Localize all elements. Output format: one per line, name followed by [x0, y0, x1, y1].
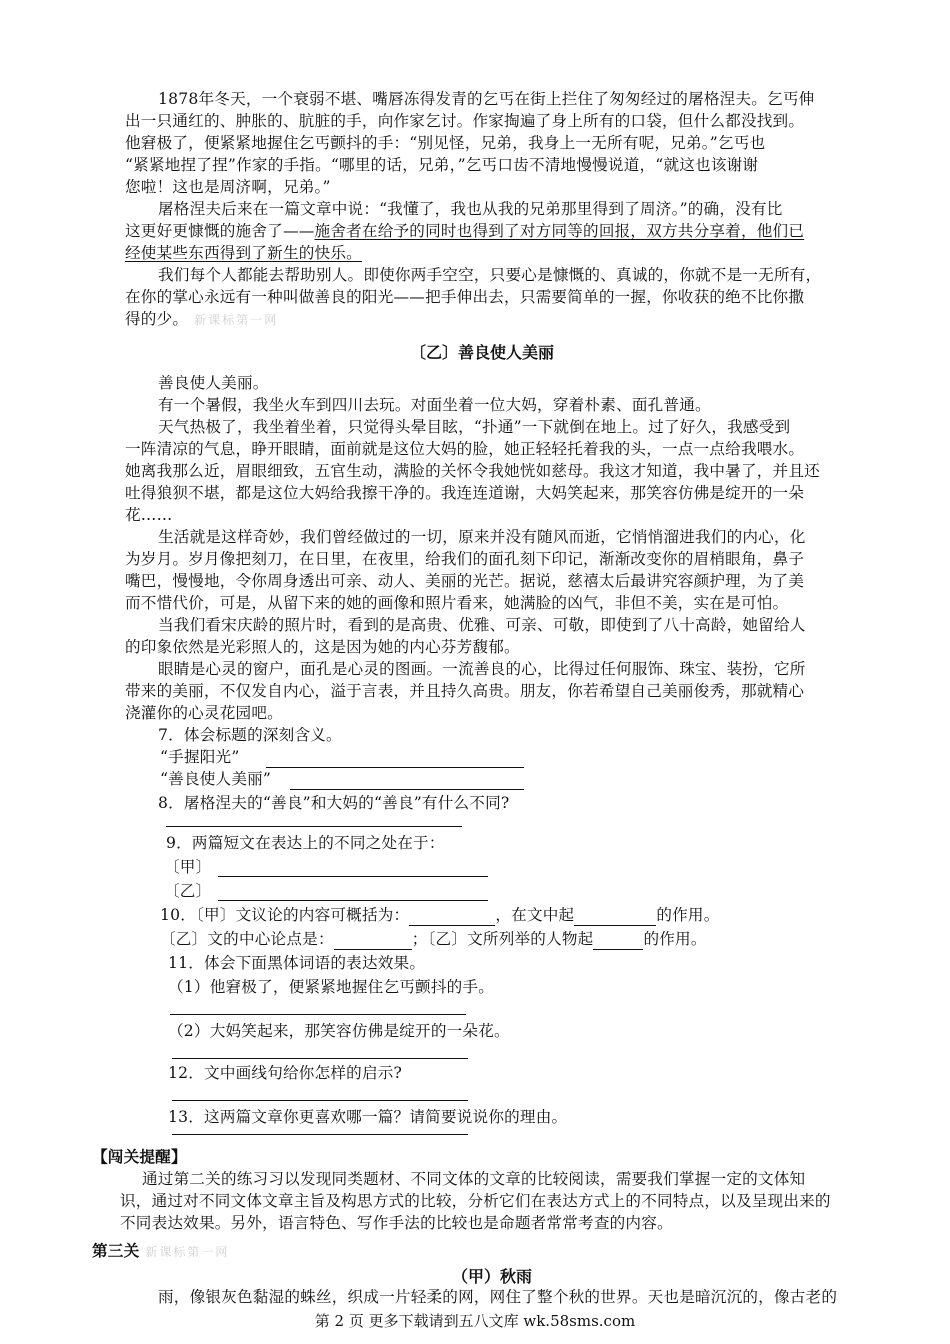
passage-line: 雨，像银灰色黏湿的蛛丝，织成一片轻柔的网，网住了整个秋的世界。天也是暗沉沉的，像古老的 [158, 1288, 838, 1306]
passage-line: 我们每个人都能去帮助别人。即使你两手空空，只要心是慷慨的、真诚的，你就不是一无所有， [158, 266, 822, 284]
question-10-text: ，在文中起 [495, 906, 575, 924]
question-7b-label: “善良使人美丽” [160, 770, 272, 788]
passage-line [125, 220, 804, 242]
question-11: 11．体会下面黑体词语的表达效果。 [168, 954, 426, 972]
question-12: 12．文中画线句给你怎样的启示? [168, 1064, 403, 1082]
passage-line: 生活就是这样奇妙，我们曾经做过的一切，原来并没有随风而逝，它悄悄溜进我们的内心，化 [158, 528, 806, 546]
passage-line: 出一只通红的、肿胀的、肮脏的手，向作家乞讨。作家掏遍了身上所有的口袋，但什么都没找到。 [125, 112, 805, 130]
passage-line: 浇灌你的心灵花园吧。 [125, 704, 283, 722]
passage-line: 吐得狼狈不堪，都是这位大妈给我擦干净的。我连连道谢，大妈笑起来，那笑容仿佛是绽开的一朵 [125, 484, 805, 502]
tip-line: 识，通过对不同文体文章主旨及构思方式的比较，分析它们在表达方式上的不同特点，以及呈现出来的 [120, 1192, 831, 1210]
passage-line: 善良使人美丽。 [158, 374, 269, 392]
passage-text: 得的少。 [125, 310, 189, 328]
underlined-sentence: 经使某些东西得到了新生的快乐。 [125, 244, 362, 262]
question-11-item1 [168, 976, 494, 998]
question-10-text: 〔乙〕文的中心论点是： [160, 930, 334, 948]
answer-blank[interactable] [172, 1058, 468, 1059]
passage-line: 在你的掌心永远有一种叫做善良的阳光——把手伸出去，只需要简单的一握，你收获的绝不比你撒 [125, 288, 805, 306]
question-7: 7．体会标题的深刻含义。 [158, 726, 342, 744]
answer-blank[interactable] [166, 826, 462, 827]
question-7a-label: “手握阳光” [160, 748, 240, 766]
answer-blank[interactable] [334, 933, 412, 950]
watermark: 新课标第一网 [194, 313, 279, 327]
question-9b-label: 〔乙〕 [164, 882, 212, 900]
page-footer: 第 2 页 更多下载请到五八文库 wk.58sms.com [314, 1312, 636, 1330]
passage-line: 有一个暑假，我坐火车到四川去玩。对面坐着一位大妈，穿着朴素、面孔普通。 [158, 396, 711, 414]
question-8: 8．屠格涅夫的“善良”和大妈的“善良”有什么不同? [158, 794, 510, 812]
passage-line: 1878年冬天，一个衰弱不堪、嘴唇冻得发青的乞丐在街上拦住了匆匆经过的屠格涅夫。乞丐伸 [158, 90, 815, 108]
passage-line: 为岁月。岁月像把刻刀，在日里，在夜里，给我们的面孔刻下印记，渐渐改变你的眉梢眼角，鼻子 [125, 550, 805, 568]
watermark: 新课标第一网 [145, 1245, 230, 1259]
tip-line: 不同表达效果。另外，语言特色、写作手法的比较也是命题者常常考查的内容。 [120, 1214, 673, 1232]
passage-line: 她离我那么近，眉眼细致，五官生动，满脸的关怀令我她恍如慈母。我这才知道，我中暑了，并且还 [125, 462, 820, 480]
passage-text: 这更好更慷慨的施舍了—— [125, 222, 315, 240]
answer-blank[interactable] [172, 1134, 468, 1135]
answer-blank[interactable] [290, 789, 524, 790]
answer-blank[interactable] [218, 900, 488, 901]
passage-line: 而不惜代价，可是，从留下来的她的画像和照片看来，她满脸的凶气，非但不美，实在是可怕。 [125, 594, 789, 612]
question-11-text: （1）他窘极了，便紧紧地握住乞丐颤抖的手。 [168, 978, 494, 996]
tip-heading: 【闯关提醒】 [92, 1147, 187, 1166]
answer-blank[interactable] [266, 767, 524, 768]
answer-blank[interactable] [593, 933, 643, 950]
passage-line: “紧紧地捏了捏”作家的手指。“哪里的话，兄弟，”乞丐口齿不清地慢慢说道，“就这也该谢谢 [125, 156, 759, 174]
answer-blank[interactable] [409, 909, 495, 926]
passage-line: 一阵清凉的气息，睁开眼睛，面前就是这位大妈的脸，她正轻轻托着我的头，一点一点给我喂水。 [125, 440, 805, 458]
passage-line: 花…… [125, 506, 173, 524]
passage-title: （甲）秋雨 [452, 1267, 533, 1286]
question-10-text: 的作用。 [656, 906, 720, 924]
passage-yi-title: 〔乙〕善良使人美丽 [410, 343, 555, 362]
passage-line: 的印象依然是光彩照人的，这是因为她的内心芬芳馥郁。 [125, 638, 520, 656]
passage-line: 屠格涅夫后来在一篇文章中说：“我懂了，我也从我的兄弟那里得到了周济。”的确，没有比 [158, 200, 783, 218]
question-10-text: 的作用。 [643, 930, 707, 948]
passage-line: 他窘极了，便紧紧地握住乞丐颤抖的手：“别见怪，兄弟，我身上一无所有呢，兄弟。”乞丐也 [125, 134, 766, 152]
answer-blank[interactable] [574, 909, 656, 926]
passage-line: 带来的美丽，不仅发自内心，溢于言表，并且持久高贵。朋友，你若希望自己美丽俊秀，那就精心 [125, 682, 805, 700]
question-11-item2: （2）大妈笑起来，那笑容仿佛是绽开的一朵花。 [168, 1022, 510, 1040]
question-9a-label: 〔甲〕 [164, 858, 212, 876]
answer-blank[interactable] [170, 1014, 466, 1015]
passage-line: 眼睛是心灵的窗户，面孔是心灵的图画。一流善良的心，比得过任何服饰、珠宝、装扮，它所 [158, 660, 806, 678]
question-10-text: ；〔乙〕文所列举的人物起 [411, 930, 594, 948]
question-13: 13．这两篇文章你更喜欢哪一篇？请简要说说你的理由。 [168, 1108, 568, 1126]
passage-line: 天气热极了，我坐着坐着，只觉得头晕目眩，“扑通”一下就倒在地上。过了好久，我感受到 [158, 418, 791, 436]
passage-line [125, 308, 278, 331]
question-9: 9．两篇短文在表达上的不同之处在于： [166, 834, 445, 852]
question-10-line1 [160, 904, 720, 926]
question-10-text: 10．〔甲〕文议论的内容可概括为： [160, 906, 410, 924]
passage-line: 您啦！这也是周济啊，兄弟。” [125, 178, 331, 196]
question-10-line2 [160, 928, 707, 950]
answer-blank[interactable] [172, 1100, 468, 1101]
passage-line: 当我们看宋庆龄的照片时，看到的是高贵、优雅、可亲、可敬，即使到了八十高龄，她留给人 [158, 616, 806, 634]
tip-line: 通过第二关的练习习以发现同类题材、不同文体的文章的比较阅读，需要我们掌握一定的文体知 [142, 1170, 806, 1188]
underlined-sentence: 施舍者在给予的同时也得到了对方同等的回报，双方共分享着，他们已 [314, 222, 805, 240]
answer-blank[interactable] [218, 876, 488, 877]
passage-line: 嘴巴，慢慢地，令你周身透出可亲、动人、美丽的光芒。据说，慈禧太后最讲究容颜护理，为了美 [125, 572, 805, 590]
level3-heading-text: 第三关 [92, 1241, 140, 1260]
level3-heading [92, 1240, 229, 1263]
